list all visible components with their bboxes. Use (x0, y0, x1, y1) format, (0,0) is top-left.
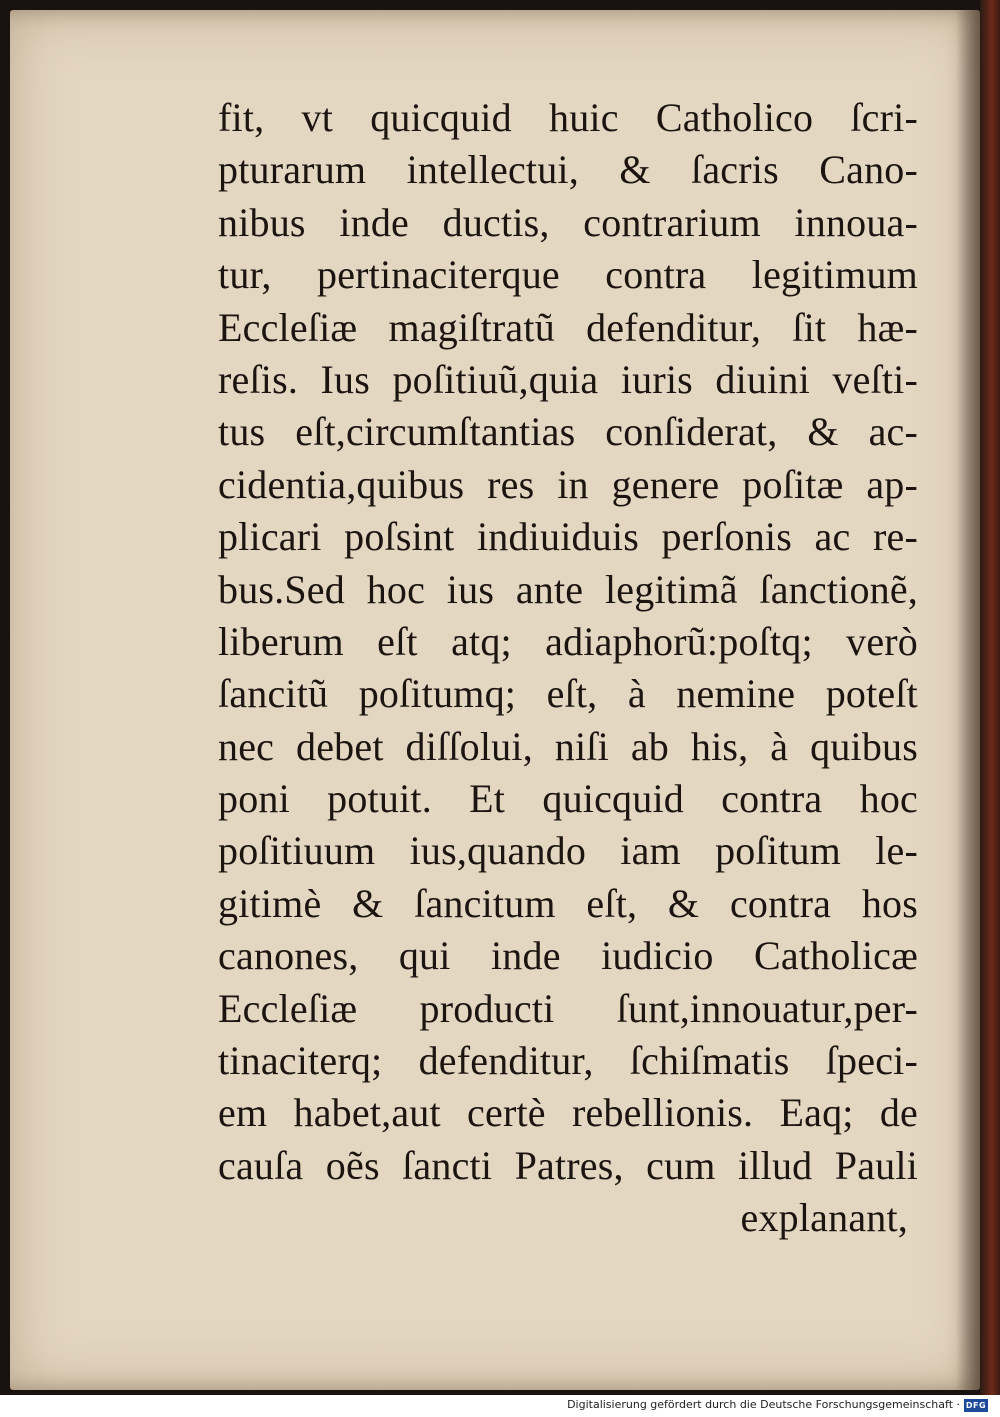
text-line: nec debet diſſolui, niſi ab his, à quibus (218, 723, 918, 769)
text-line: poſitiuum ius,quando iam poſitum le- (218, 828, 918, 874)
text-line: poni potuit. Et quicquid contra hoc (218, 776, 918, 822)
funding-credit: Digitalisierung gefördert durch die Deutsche Forschungsgemeinschaft · (567, 1398, 960, 1411)
text-line: ſancitũ poſitumq; eſt, à nemine poteſt (218, 671, 918, 717)
page-text-block (218, 92, 918, 1245)
text-line: Eccleſiæ magiſtratũ defenditur, ſit hæ- (218, 304, 918, 350)
dfg-logo-icon: DFG (965, 1401, 987, 1410)
text-line: cauſa oẽs ſancti Patres, cum illud Pauli (218, 1142, 918, 1188)
text-line: em habet,aut certè rebellionis. Eaq; de (218, 1090, 918, 1136)
text-line: canones, qui inde iudicio Catholicæ (218, 933, 918, 979)
text-line: bus.Sed hoc ius ante legitimã ſanctionẽ, (218, 566, 918, 612)
text-line: liberum eſt atq; adiaphorũ:poſtq; verò (218, 618, 918, 664)
text-line: Eccleſiæ producti ſunt,innouatur,per- (218, 985, 918, 1031)
text-line: reſis. Ius poſitiuũ,quia iuris diuini veſti- (218, 356, 918, 402)
text-line: tur, pertinaciterque contra legitimum (218, 252, 918, 298)
text-line: tinaciterq; defenditur, ſchiſmatis ſpeci- (218, 1038, 918, 1084)
text-line: cidentia,quibus res in genere poſitæ ap- (218, 461, 918, 507)
text-line: gitimè & ſancitum eſt, & contra hos (218, 880, 918, 926)
text-line: fit, vt quicquid huic Catholico ſcri- (218, 95, 918, 140)
text-line: nibus inde ductis, contrarium innoua- (218, 199, 918, 245)
text-line: pturarum intellectui, & ſacris Cano- (218, 147, 918, 193)
book-edge (980, 0, 1000, 1395)
text-line: tus eſt,circumſtantias conſiderat, & ac- (218, 409, 918, 455)
text-line: plicari poſsint indiuiduis perſonis ac re- (218, 514, 918, 560)
catchword: explanant, (740, 1195, 908, 1241)
book-page (10, 10, 980, 1390)
